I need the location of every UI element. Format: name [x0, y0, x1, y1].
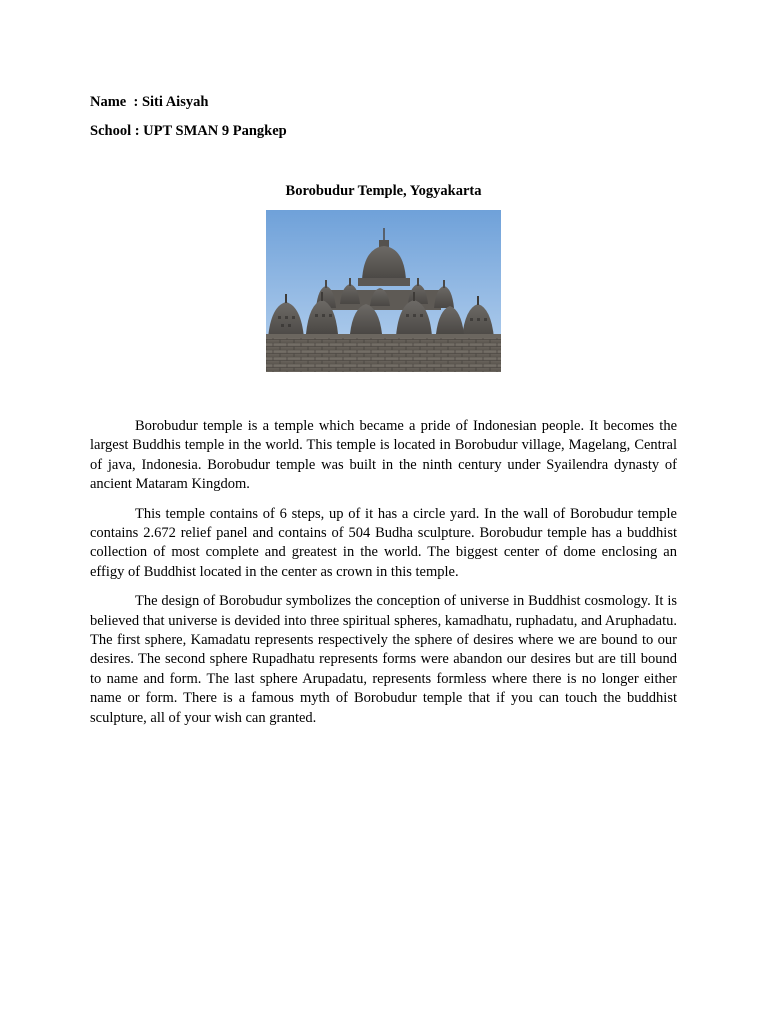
paragraph-1: Borobudur temple is a temple which became a pride of Indonesian people. It becomes the largest Buddhis temple in the world. This temple is located in Borobudur village, Magelang, Central of java, Indonesia. Borobudur temple was built in the ninth century under Syailendra dynasty of ancient Mataram Kingdom.	[90, 418, 677, 493]
document-title: Borobudur Temple, Yogyakarta	[285, 183, 482, 199]
document-page	[90, 92, 677, 738]
body-text	[90, 417, 677, 728]
school-line: School : UPT SMAN 9 Pangkep	[90, 123, 287, 139]
borobudur-photo	[266, 210, 501, 372]
paragraph-2: This temple contains of 6 steps, up of it has a circle yard. In the wall of Borobudur temple contains 2.672 relief panel and contains of 504 Budha sculpture. Borobudur temple has a buddhist collection of most complete and greatest in the world. The biggest center of dome enclosing an effigy of Buddhist located in the center as crown in this temple.	[90, 505, 677, 580]
student-name-line: Name : Siti Aisyah	[90, 94, 209, 110]
paragraph-3: The design of Borobudur symbolizes the conception of universe in Buddhist cosmology. It is believed that universe is devided into three spiritual spheres, kamadhatu, ruphadatu, and Aruphadatu. The first sphere, Kamadatu represents respectively the sphere of desires where we are bound to our desires. The second sphere Rupadhatu represents forms were abandon our desires but are till bound to name and form. The last sphere Arupadatu, represents formless where there is no longer either name or form. There is a famous myth of Borobudur temple that if you can touch the buddhist sculpture, all of your wish can granted.	[90, 593, 677, 726]
